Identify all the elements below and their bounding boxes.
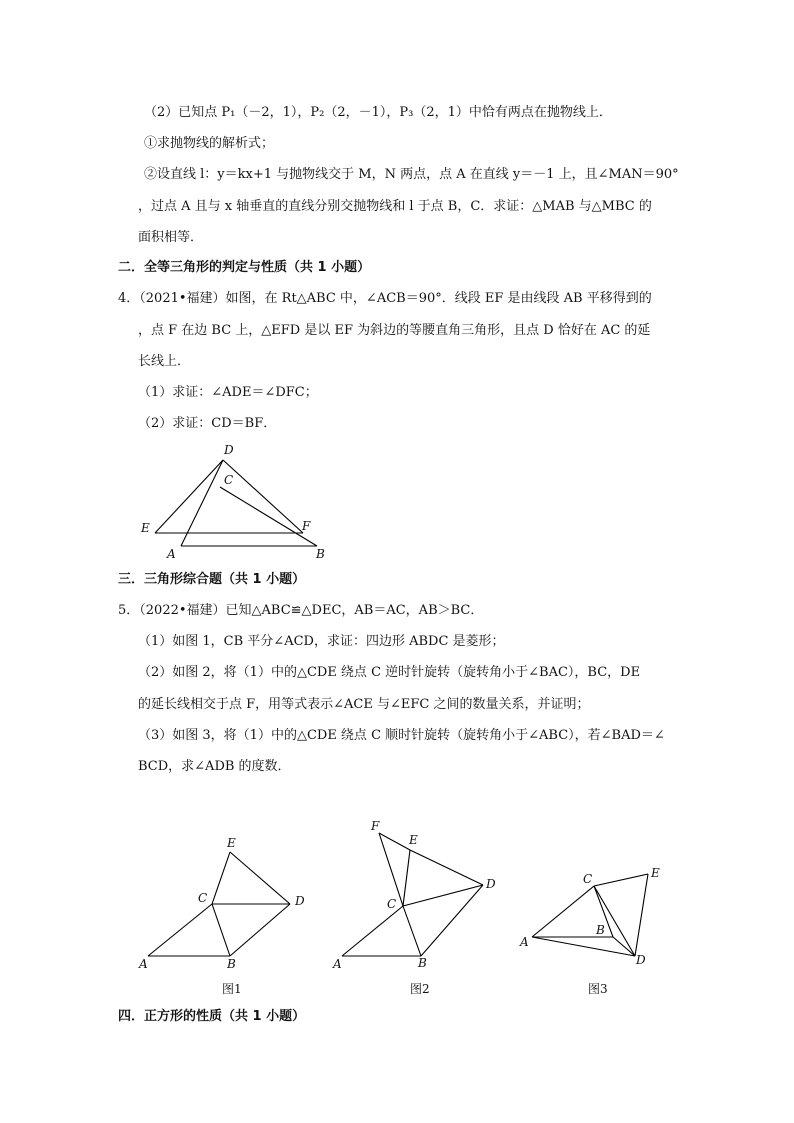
fig2-label-B: B: [418, 956, 427, 970]
q4-label-D: D: [224, 443, 234, 457]
fig3-label-B: B: [596, 923, 605, 937]
q5-stem: 5．（2022•福建）已知△ABC≌△DEC，AB＝AC，AB＞BC．: [118, 603, 484, 618]
fig1-label-D: D: [295, 894, 305, 908]
fig2-label-A: A: [333, 957, 342, 971]
fig3-seg-BD: [613, 937, 635, 956]
q3-sub2-line2: ，过点 A 且与 x 轴垂直的直线分别交抛物线和 l 于点 B，C．求证：△MAB 与△MBC 的: [138, 199, 652, 214]
q3-sub2-line1: ②设直线 l：y＝kx+1 与抛物线交于 M，N 两点，点 A 在直线 y＝－1 上，且∠MAN＝90°: [144, 167, 679, 182]
q3-sub2-line3: 面积相等．: [138, 230, 204, 245]
q4-label-A: A: [167, 547, 176, 561]
fig3-label-C: C: [583, 872, 593, 886]
fig3-label-D: D: [636, 953, 646, 967]
q4-label-C: C: [224, 473, 234, 487]
fig1-caption: 图1: [222, 982, 242, 996]
q4-label-B: B: [316, 547, 325, 561]
q4-part1: （1）求证：∠ADE＝∠DFC；: [138, 385, 318, 400]
fig1-label-E: E: [227, 836, 236, 850]
fig3-caption: 图3: [588, 982, 608, 996]
fig3-seg-AC: [532, 886, 594, 937]
fig3-seg-CD: [594, 886, 635, 956]
fig2-label-C: C: [387, 897, 397, 911]
q4-stem-line3: 长线上．: [138, 354, 191, 369]
fig3-seg-ED: [635, 874, 648, 956]
q5-part3-line2: BCD，求∠ADB 的度数．: [138, 759, 291, 774]
q4-part2: （2）求证：CD＝BF．: [138, 416, 277, 431]
section-heading-2: 二．全等三角形的判定与性质（共 1 小题）: [118, 260, 371, 275]
fig3-label-A: A: [520, 935, 529, 949]
fig1-label-B: B: [227, 957, 236, 971]
fig1-label-C: C: [198, 891, 208, 905]
fig2-label-E: E: [409, 833, 418, 847]
q5-part2-line2: 的延长线相交于点 F，用等式表示∠ACE 与∠EFC 之间的数量关系，并证明；: [138, 697, 590, 712]
q4-label-F: F: [302, 519, 311, 533]
fig1-label-A: A: [139, 957, 148, 971]
fig2-caption: 图2: [410, 982, 430, 996]
q5-part1: （1）如图 1，CB 平分∠ACD，求证：四边形 ABDC 是菱形；: [138, 634, 505, 649]
fig3-seg-AD: [532, 937, 635, 956]
section-heading-3: 三．三角形综合题（共 1 小题）: [118, 572, 306, 587]
q4-stem-line2: ，点 F 在边 BC 上，△EFD 是以 EF 为斜边的等腰直角三角形，且点 D 恰好在 AC 的延: [138, 323, 651, 338]
q4-label-E: E: [141, 521, 150, 535]
section-heading-4: 四．正方形的性质（共 1 小题）: [118, 1009, 306, 1024]
fig3-seg-CE: [594, 874, 648, 886]
q5-part3-line1: （3）如图 3，将（1）中的△CDE 绕点 C 顺时针旋转（旋转角小于∠ABC），若∠BAD＝∠: [138, 728, 665, 743]
q5-part2-line1: （2）如图 2，将（1）中的△CDE 绕点 C 逆时针旋转（旋转角小于∠BAC），BC，DE: [138, 665, 641, 680]
q3-part2: （2）已知点 P₁（－2，1），P₂（2，－1），P₃（2，1）中恰有两点在抛物线上．: [144, 105, 612, 120]
q4-stem-line1: 4．（2021•福建）如图，在 Rt△ABC 中，∠ACB＝90°．线段 EF 是由线段 AB 平移得到的: [118, 291, 652, 306]
fig2-label-D: D: [486, 877, 496, 891]
fig2-label-F: F: [371, 819, 380, 833]
q3-sub1: ①求抛物线的解析式；: [144, 136, 275, 151]
fig3-label-E: E: [651, 866, 660, 880]
